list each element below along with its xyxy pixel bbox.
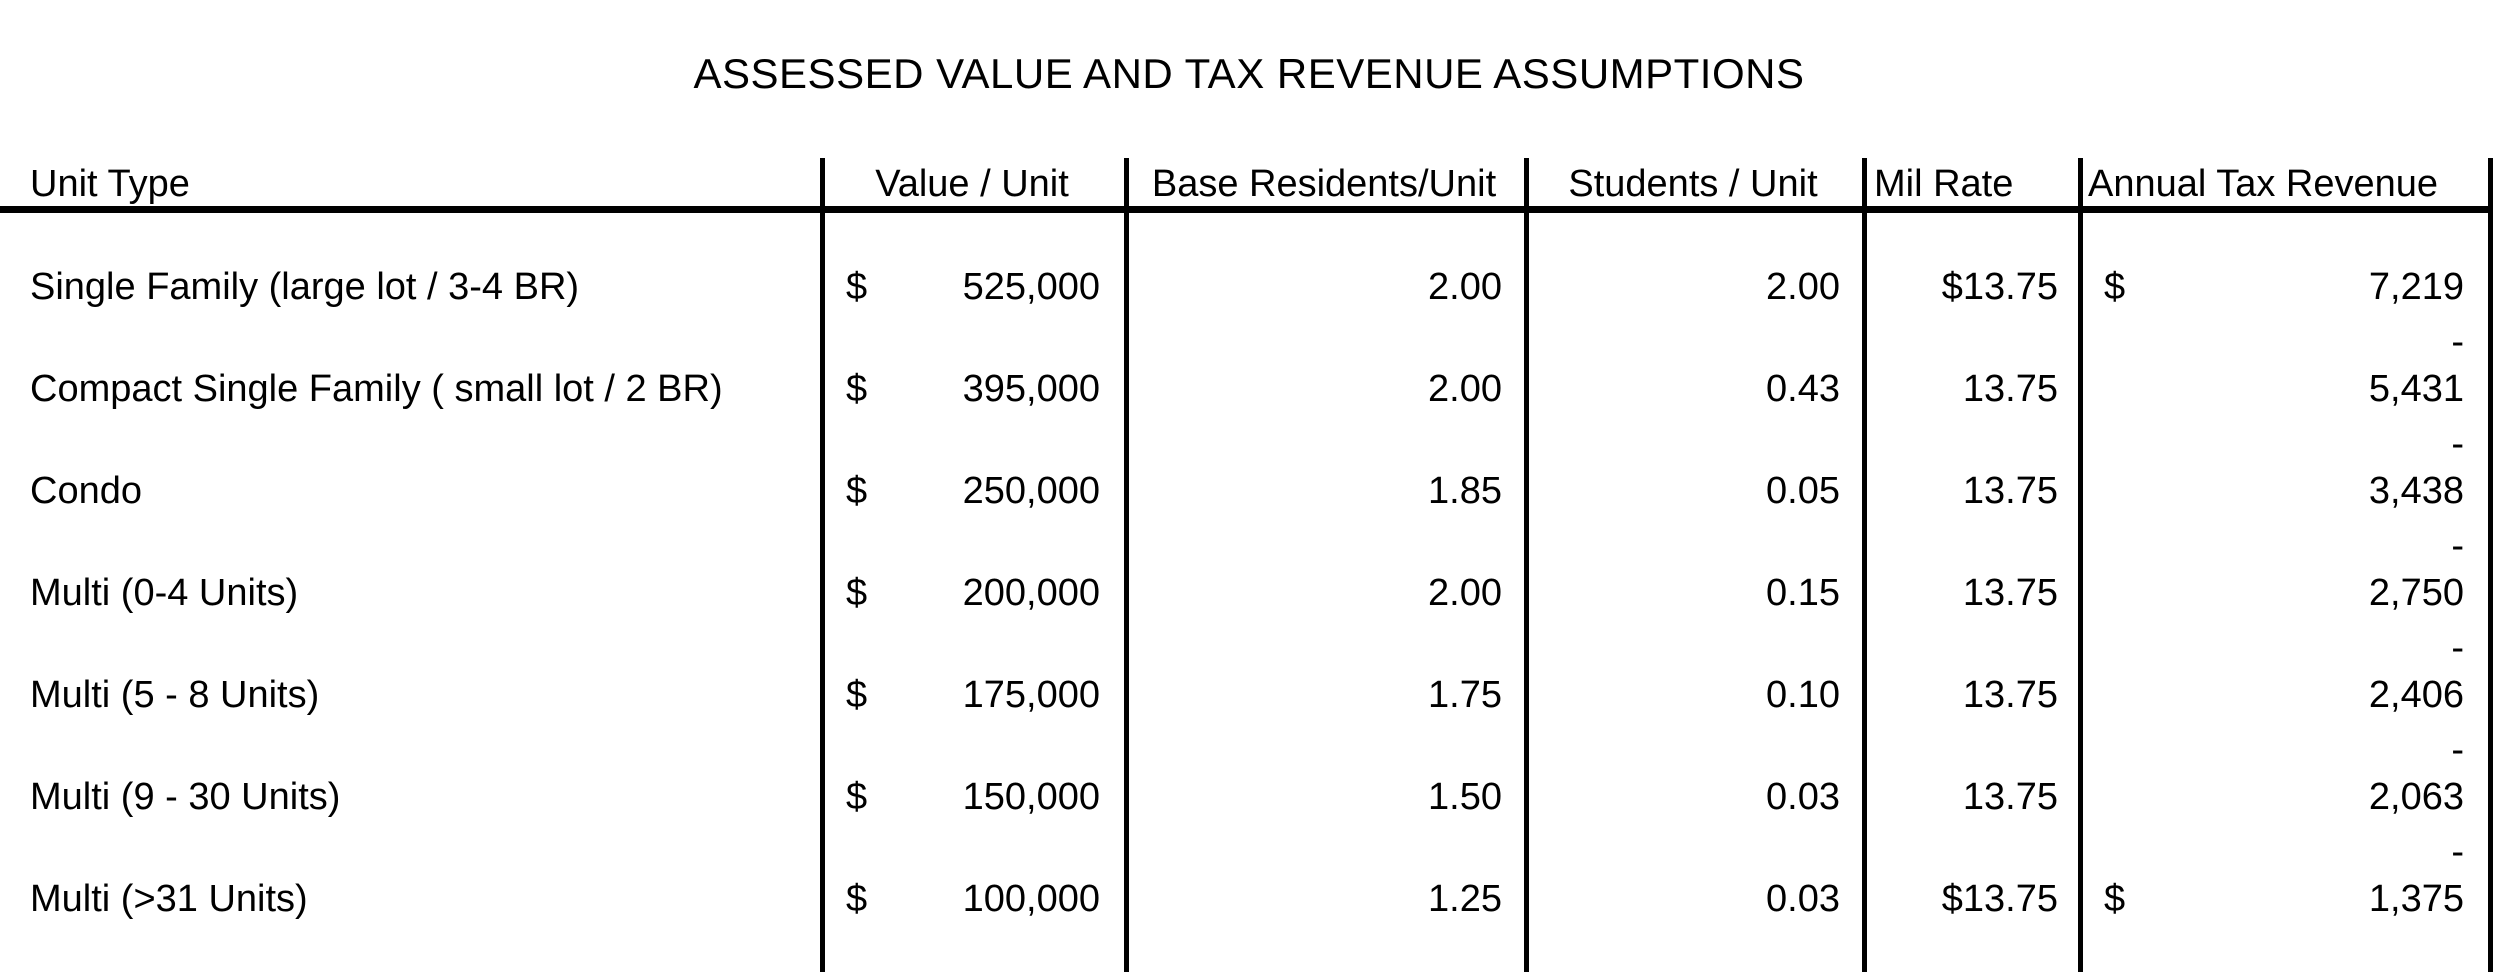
revenue-amount: 2,406 <box>2368 673 2464 716</box>
value-amount: 150,000 <box>962 775 1100 818</box>
currency-symbol: $ <box>846 775 868 818</box>
cell-value-per-unit <box>820 572 1124 615</box>
cell-students: 0.03 <box>1766 775 1840 818</box>
cell-mil-rate: 13.75 <box>1962 367 2058 410</box>
table-row <box>0 559 2488 627</box>
cell-students: 0.43 <box>1766 367 1840 410</box>
cell-students: 0.03 <box>1766 877 1840 920</box>
spacer-dash: - <box>2451 423 2464 465</box>
table-body <box>0 213 2488 933</box>
cell-value-per-unit <box>820 266 1124 309</box>
table-row <box>0 355 2488 423</box>
header-value-per-unit: Value / Unit <box>875 163 1069 205</box>
cell-base-residents: 1.75 <box>1428 673 1502 716</box>
table-row <box>0 661 2488 729</box>
cell-value-per-unit <box>820 674 1124 717</box>
header-annual-tax-revenue: Annual Tax Revenue <box>2088 163 2438 205</box>
cell-students: 2.00 <box>1766 265 1840 308</box>
revenue-amount: 1,375 <box>2368 877 2464 920</box>
currency-symbol: $ <box>846 367 868 410</box>
cell-annual-tax-revenue <box>2078 368 2488 411</box>
currency-symbol: $ <box>2104 265 2126 308</box>
cell-mil-rate: 13.75 <box>1962 673 2058 716</box>
revenue-amount: 5,431 <box>2368 367 2464 410</box>
currency-symbol: $ <box>846 877 868 920</box>
value-amount: 250,000 <box>962 469 1100 512</box>
currency-symbol: $ <box>846 571 868 614</box>
cell-students: 0.15 <box>1766 571 1840 614</box>
spacer-dash: - <box>2451 831 2464 873</box>
cell-students: 0.10 <box>1766 673 1840 716</box>
spacer-dash: - <box>2451 729 2464 771</box>
cell-unit-type: Multi (5 - 8 Units) <box>30 673 320 716</box>
spacer-dash: - <box>2451 627 2464 669</box>
cell-mil-rate: $13.75 <box>1941 265 2058 308</box>
spacer-row <box>0 627 2488 669</box>
cell-mil-rate: 13.75 <box>1962 469 2058 512</box>
currency-symbol: $ <box>2104 877 2126 920</box>
value-amount: 395,000 <box>962 367 1100 410</box>
page-title: ASSESSED VALUE AND TAX REVENUE ASSUMPTIONS <box>693 50 1805 97</box>
cell-base-residents: 2.00 <box>1428 265 1502 308</box>
cell-value-per-unit <box>820 470 1124 513</box>
cell-unit-type: Multi (9 - 30 Units) <box>30 775 341 818</box>
spacer-dash: - <box>2451 525 2464 567</box>
spacer-row <box>0 525 2488 567</box>
spacer-row <box>0 831 2488 873</box>
cell-base-residents: 2.00 <box>1428 367 1502 410</box>
table-row <box>0 763 2488 831</box>
header-unit-type: Unit Type <box>30 163 190 205</box>
cell-unit-type: Multi (>31 Units) <box>30 877 308 920</box>
cell-value-per-unit <box>820 776 1124 819</box>
cell-annual-tax-revenue <box>2078 572 2488 615</box>
cell-mil-rate: $13.75 <box>1941 877 2058 920</box>
value-amount: 200,000 <box>962 571 1100 614</box>
cell-annual-tax-revenue <box>2078 470 2488 513</box>
cell-unit-type: Multi (0-4 Units) <box>30 571 299 614</box>
cell-annual-tax-revenue <box>2078 878 2488 921</box>
spacer-row <box>0 729 2488 771</box>
table-right-border <box>2488 158 2493 972</box>
cell-base-residents: 1.85 <box>1428 469 1502 512</box>
cell-base-residents: 1.25 <box>1428 877 1502 920</box>
cell-value-per-unit <box>820 368 1124 411</box>
spacer-row <box>0 423 2488 465</box>
cell-base-residents: 2.00 <box>1428 571 1502 614</box>
cell-mil-rate: 13.75 <box>1962 775 2058 818</box>
cell-students: 0.05 <box>1766 469 1840 512</box>
header-base-residents-per-unit: Base Residents/Unit <box>1151 163 1497 205</box>
cell-unit-type: Condo <box>30 469 142 512</box>
cell-value-per-unit <box>820 878 1124 921</box>
table-row <box>0 457 2488 525</box>
revenue-amount: 2,063 <box>2368 775 2464 818</box>
cell-unit-type: Single Family (large lot / 3-4 BR) <box>30 265 580 308</box>
header-mil-rate: Mil Rate <box>1874 163 2014 205</box>
revenue-amount: 2,750 <box>2368 571 2464 614</box>
currency-symbol: $ <box>846 673 868 716</box>
cell-annual-tax-revenue <box>2078 266 2488 309</box>
value-amount: 525,000 <box>962 265 1100 308</box>
table-row <box>0 253 2488 321</box>
value-amount: 175,000 <box>962 673 1100 716</box>
value-amount: 100,000 <box>962 877 1100 920</box>
cell-mil-rate: 13.75 <box>1962 571 2058 614</box>
revenue-amount: 3,438 <box>2368 469 2464 512</box>
cell-unit-type: Compact Single Family ( small lot / 2 BR) <box>30 367 723 410</box>
cell-annual-tax-revenue <box>2078 776 2488 819</box>
spacer-dash: - <box>2451 321 2464 363</box>
table-header-row <box>0 158 2488 208</box>
cell-base-residents: 1.50 <box>1428 775 1502 818</box>
currency-symbol: $ <box>846 469 868 512</box>
header-students-per-unit: Students / Unit <box>1568 163 1818 205</box>
table-row <box>0 865 2488 933</box>
currency-symbol: $ <box>846 265 868 308</box>
cell-annual-tax-revenue <box>2078 674 2488 717</box>
revenue-amount: 7,219 <box>2368 265 2464 308</box>
spacer-row <box>0 321 2488 363</box>
